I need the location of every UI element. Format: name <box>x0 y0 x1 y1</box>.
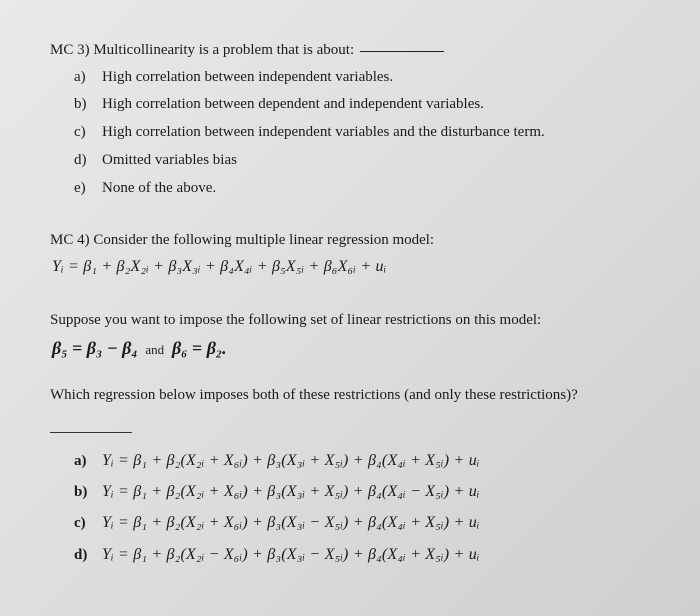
mc4-option-c <box>74 514 480 532</box>
option-equation: Yᵢ = β₁ + β₂(X₂ᵢ + X₆ᵢ) + β₃(X₃ᵢ + X₅ᵢ) + β₄(X₄ᵢ − X₅ᵢ) + uᵢ <box>102 483 480 500</box>
option-label: c) <box>74 124 86 140</box>
option-label: e) <box>74 180 86 196</box>
mc4-model-equation: Yᵢ = β₁ + β₂X₂ᵢ + β₃X₃ᵢ + β₄X₄ᵢ + β₅X₅ᵢ + β₆X₆ᵢ + uᵢ <box>52 258 387 275</box>
mc3-question: MC 3) Multicollinearity is a problem that is about: <box>50 42 355 58</box>
mc4-restriction-intro: Suppose you want to impose the following set of linear restrictions on this model: <box>50 312 542 328</box>
option-label: b) <box>74 484 88 500</box>
option-label: d) <box>74 152 87 168</box>
option-text: High correlation between dependent and independent variables. <box>102 96 484 112</box>
mc4-option-b <box>74 483 480 501</box>
option-text: None of the above. <box>102 180 217 196</box>
mc4-option-a <box>74 452 480 470</box>
mc3-option-b <box>74 96 484 113</box>
option-label: a) <box>74 453 87 469</box>
mc3-option-e <box>74 180 216 197</box>
option-text: High correlation between independent variables and the disturbance term. <box>102 124 545 140</box>
option-equation: Yᵢ = β₁ + β₂(X₂ᵢ + X₆ᵢ) + β₃(X₃ᵢ + X₅ᵢ) + β₄(X₄ᵢ + X₅ᵢ) + uᵢ <box>102 452 480 469</box>
restriction-two: β₆ = β₂. <box>171 338 227 358</box>
option-equation: Yᵢ = β₁ + β₂(X₂ᵢ − X₆ᵢ) + β₃(X₃ᵢ − X₅ᵢ) + β₄(X₄ᵢ + X₅ᵢ) + uᵢ <box>102 546 480 563</box>
mc4-restrictions <box>52 338 227 359</box>
option-label: d) <box>74 547 88 563</box>
option-label: a) <box>74 69 86 85</box>
mc4-answer-blank <box>50 432 132 433</box>
option-text: Omitted variables bias <box>102 152 237 168</box>
mc3-option-c <box>74 124 545 141</box>
restriction-one: β₅ = β₃ − β₄ <box>52 338 138 358</box>
option-text: High correlation between independent variables. <box>102 69 394 85</box>
mc3-option-a <box>74 69 393 86</box>
mc3-answer-blank <box>360 50 444 52</box>
option-label: c) <box>74 515 86 531</box>
option-equation: Yᵢ = β₁ + β₂(X₂ᵢ + X₆ᵢ) + β₃(X₃ᵢ − X₅ᵢ) + β₄(X₄ᵢ + X₅ᵢ) + uᵢ <box>102 514 480 531</box>
mc4-question: MC 4) Consider the following multiple linear regression model: <box>50 232 435 248</box>
restriction-and: and <box>145 342 165 357</box>
mc3-question-line <box>50 42 444 59</box>
option-label: b) <box>74 96 87 112</box>
mc3-option-d <box>74 152 237 169</box>
mc4-which: Which regression below imposes both of these restrictions (and only these restrictions)? <box>50 387 578 403</box>
mc4-option-d <box>74 546 480 564</box>
